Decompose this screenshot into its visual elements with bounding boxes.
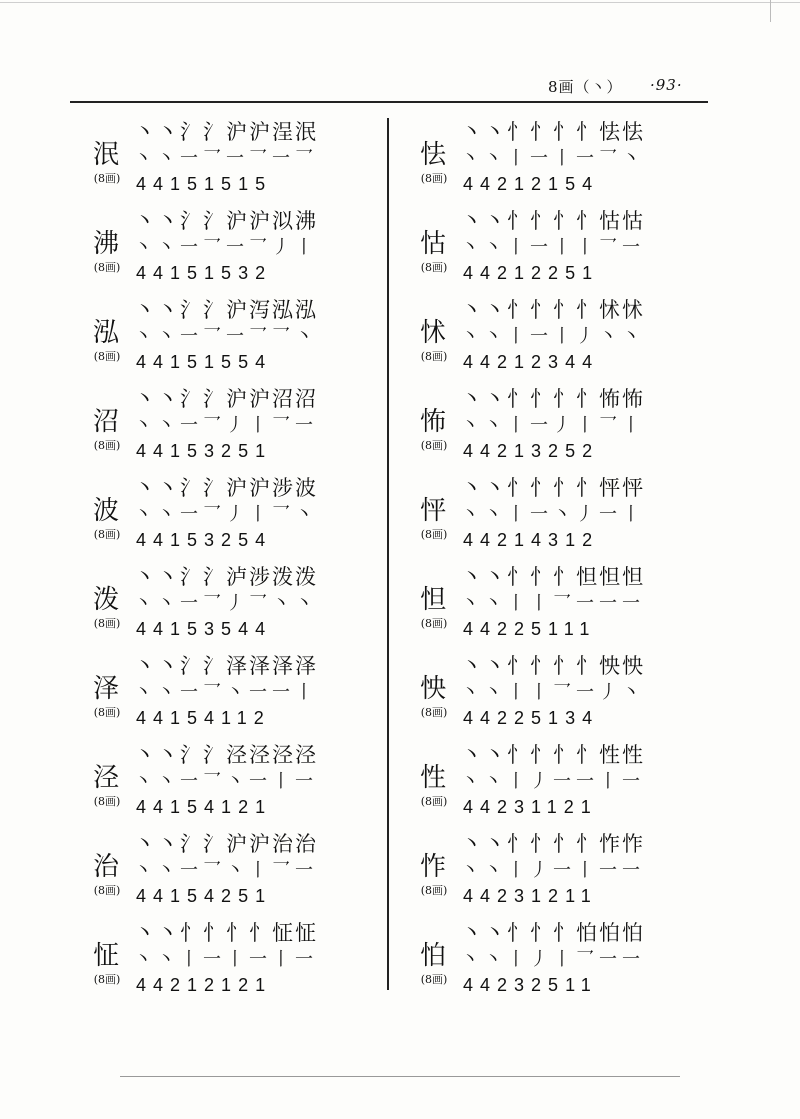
stroke-count-label: (8画) bbox=[420, 350, 448, 363]
character-entry bbox=[405, 921, 715, 1011]
stroke-sequence: 丶丶忄忄忄忄怔怔 bbox=[134, 921, 318, 945]
scan-bottom-line bbox=[120, 1076, 680, 1077]
stroke-count-label: (8画) bbox=[93, 350, 121, 363]
page-number: ·93· bbox=[650, 76, 683, 94]
stroke-shapes: 丶丶丨一丨丿丶丶 bbox=[461, 326, 645, 347]
headword-character: 怦 bbox=[419, 496, 446, 526]
headword-character: 性 bbox=[419, 763, 446, 793]
stroke-sequence: 丶丶忄忄忄怛怛怛 bbox=[461, 565, 645, 589]
stroke-sequence: 丶丶氵氵泸涉泼泼 bbox=[134, 565, 318, 589]
stroke-code: 44232511 bbox=[463, 975, 598, 995]
character-entry bbox=[78, 921, 388, 1011]
stroke-shapes: 丶丶丨丨乛一一一 bbox=[461, 593, 645, 614]
character-entry bbox=[405, 654, 715, 744]
character-entry bbox=[405, 476, 715, 566]
stroke-shapes: 丶丶一乛一乛乛丶 bbox=[134, 326, 318, 347]
headword-character: 怛 bbox=[419, 585, 446, 615]
stroke-count-label: (8画) bbox=[420, 617, 448, 630]
headword-character: 沼 bbox=[92, 407, 119, 437]
stroke-shapes: 丶丶丨丨乛一丿丶 bbox=[461, 682, 645, 703]
stroke-count-label: (8画) bbox=[420, 439, 448, 452]
character-entry bbox=[405, 209, 715, 299]
stroke-count-label: (8画) bbox=[420, 795, 448, 808]
stroke-shapes: 丶丶一乛丶一丨一 bbox=[134, 771, 318, 792]
character-entry bbox=[78, 743, 388, 833]
stroke-code: 44212251 bbox=[463, 263, 600, 283]
stroke-shapes: 丶丶丨丿一丨一一 bbox=[461, 860, 645, 881]
stroke-code: 44231121 bbox=[463, 797, 598, 817]
stroke-shapes: 丶丶一乛一乛丿丨 bbox=[134, 237, 318, 258]
stroke-count-label: (8画) bbox=[93, 884, 121, 897]
stroke-code: 44212121 bbox=[136, 975, 273, 995]
headword-character: 泯 bbox=[92, 140, 119, 170]
headword-character: 泽 bbox=[92, 674, 119, 704]
scan-top-edge bbox=[0, 2, 800, 3]
stroke-code: 44214312 bbox=[463, 530, 600, 550]
stroke-code: 44231211 bbox=[463, 886, 598, 906]
headword-character: 泾 bbox=[92, 763, 119, 793]
character-entry bbox=[405, 387, 715, 477]
character-entry bbox=[78, 832, 388, 922]
stroke-sequence: 丶丶氵氵泽泽泽泽 bbox=[134, 654, 318, 678]
stroke-shapes: 丶丶丨丿一一丨一 bbox=[461, 771, 645, 792]
stroke-shapes: 丶丶一乛丿丨乛丶 bbox=[134, 504, 318, 525]
stroke-shapes: 丶丶丨丿丨乛一一 bbox=[461, 949, 645, 970]
header-rule bbox=[70, 101, 708, 103]
scan-edge-mark bbox=[770, 0, 771, 22]
stroke-count-label: (8画) bbox=[93, 261, 121, 274]
headword-character: 治 bbox=[92, 852, 119, 882]
stroke-code: 44153254 bbox=[136, 530, 273, 550]
stroke-count-label: (8画) bbox=[93, 706, 121, 719]
stroke-code: 44213252 bbox=[463, 441, 600, 461]
stroke-code: 44151554 bbox=[136, 352, 273, 372]
stroke-count-label: (8画) bbox=[420, 973, 448, 986]
stroke-code: 44154121 bbox=[136, 797, 273, 817]
stroke-sequence: 丶丶氵氵沪泻泓泓 bbox=[134, 298, 318, 322]
headword-character: 波 bbox=[92, 496, 119, 526]
headword-character: 沸 bbox=[92, 229, 119, 259]
stroke-shapes: 丶丶丨一丶丿一丨 bbox=[461, 504, 645, 525]
stroke-shapes: 丶丶一乛丶丨乛一 bbox=[134, 860, 318, 881]
stroke-code: 44212344 bbox=[463, 352, 600, 372]
character-entry bbox=[78, 120, 388, 210]
stroke-sequence: 丶丶忄忄忄忄怏怏 bbox=[461, 654, 645, 678]
stroke-sequence: 丶丶氵氵沪沪涉波 bbox=[134, 476, 318, 500]
headword-character: 怍 bbox=[419, 852, 446, 882]
stroke-count-label: (8画) bbox=[93, 172, 121, 185]
stroke-count-label: (8画) bbox=[420, 261, 448, 274]
stroke-sequence: 丶丶氵氵泾泾泾泾 bbox=[134, 743, 318, 767]
character-entry bbox=[405, 832, 715, 922]
stroke-count-label: (8画) bbox=[93, 973, 121, 986]
stroke-sequence: 丶丶忄忄忄忄怍怍 bbox=[461, 832, 645, 856]
stroke-code: 44151532 bbox=[136, 263, 273, 283]
stroke-shapes: 丶丶丨一丨丨乛一 bbox=[461, 237, 645, 258]
stroke-count-label: (8画) bbox=[420, 172, 448, 185]
character-entry bbox=[78, 476, 388, 566]
section-label: 8画（丶） bbox=[548, 78, 623, 96]
character-entry bbox=[405, 120, 715, 210]
stroke-code: 44212154 bbox=[463, 174, 600, 194]
character-entry bbox=[78, 387, 388, 477]
stroke-code: 44153544 bbox=[136, 619, 273, 639]
stroke-shapes: 丶丶丨一丨一丨一 bbox=[134, 949, 318, 970]
stroke-shapes: 丶丶一乛丶一一丨 bbox=[134, 682, 318, 703]
headword-character: 怵 bbox=[419, 318, 446, 348]
headword-character: 怖 bbox=[419, 407, 446, 437]
stroke-sequence: 丶丶忄忄忄怕怕怕 bbox=[461, 921, 645, 945]
stroke-shapes: 丶丶一乛丿丨乛一 bbox=[134, 415, 318, 436]
headword-character: 怕 bbox=[419, 941, 446, 971]
headword-character: 泼 bbox=[92, 585, 119, 615]
stroke-count-label: (8画) bbox=[93, 617, 121, 630]
stroke-count-label: (8画) bbox=[93, 795, 121, 808]
stroke-code: 44154251 bbox=[136, 886, 273, 906]
stroke-sequence: 丶丶忄忄忄忄怙怙 bbox=[461, 209, 645, 233]
stroke-count-label: (8画) bbox=[420, 528, 448, 541]
character-entry bbox=[78, 298, 388, 388]
stroke-count-label: (8画) bbox=[93, 439, 121, 452]
stroke-sequence: 丶丶氵氵沪沪治治 bbox=[134, 832, 318, 856]
stroke-code: 44225111 bbox=[463, 619, 597, 639]
stroke-sequence: 丶丶氵氵沪沪沼沼 bbox=[134, 387, 318, 411]
stroke-shapes: 丶丶丨一丨一乛丶 bbox=[461, 148, 645, 169]
headword-character: 泓 bbox=[92, 318, 119, 348]
headword-character: 怙 bbox=[419, 229, 446, 259]
character-entry bbox=[405, 298, 715, 388]
stroke-sequence: 丶丶忄忄忄忄怯怯 bbox=[461, 120, 645, 144]
stroke-count-label: (8画) bbox=[420, 706, 448, 719]
character-entry bbox=[78, 209, 388, 299]
stroke-shapes: 丶丶一乛丿乛丶丶 bbox=[134, 593, 318, 614]
character-entry bbox=[405, 743, 715, 833]
stroke-code: 44154112 bbox=[136, 708, 271, 728]
character-entry bbox=[405, 565, 715, 655]
stroke-code: 44151515 bbox=[136, 174, 273, 194]
stroke-shapes: 丶丶一乛一乛一乛 bbox=[134, 148, 318, 169]
stroke-sequence: 丶丶忄忄忄忄怦怦 bbox=[461, 476, 645, 500]
stroke-shapes: 丶丶丨一丿丨乛丨 bbox=[461, 415, 645, 436]
stroke-code: 44225134 bbox=[463, 708, 600, 728]
stroke-sequence: 丶丶忄忄忄忄怖怖 bbox=[461, 387, 645, 411]
stroke-count-label: (8画) bbox=[93, 528, 121, 541]
stroke-sequence: 丶丶氵氵沪沪浧泯 bbox=[134, 120, 318, 144]
stroke-sequence: 丶丶忄忄忄忄怵怵 bbox=[461, 298, 645, 322]
stroke-sequence: 丶丶氵氵沪沪泤沸 bbox=[134, 209, 318, 233]
headword-character: 怔 bbox=[92, 941, 119, 971]
headword-character: 怏 bbox=[419, 674, 446, 704]
stroke-sequence: 丶丶忄忄忄忄性性 bbox=[461, 743, 645, 767]
stroke-count-label: (8画) bbox=[420, 884, 448, 897]
character-entry bbox=[78, 654, 388, 744]
character-entry bbox=[78, 565, 388, 655]
stroke-code: 44153251 bbox=[136, 441, 273, 461]
headword-character: 怯 bbox=[419, 140, 446, 170]
